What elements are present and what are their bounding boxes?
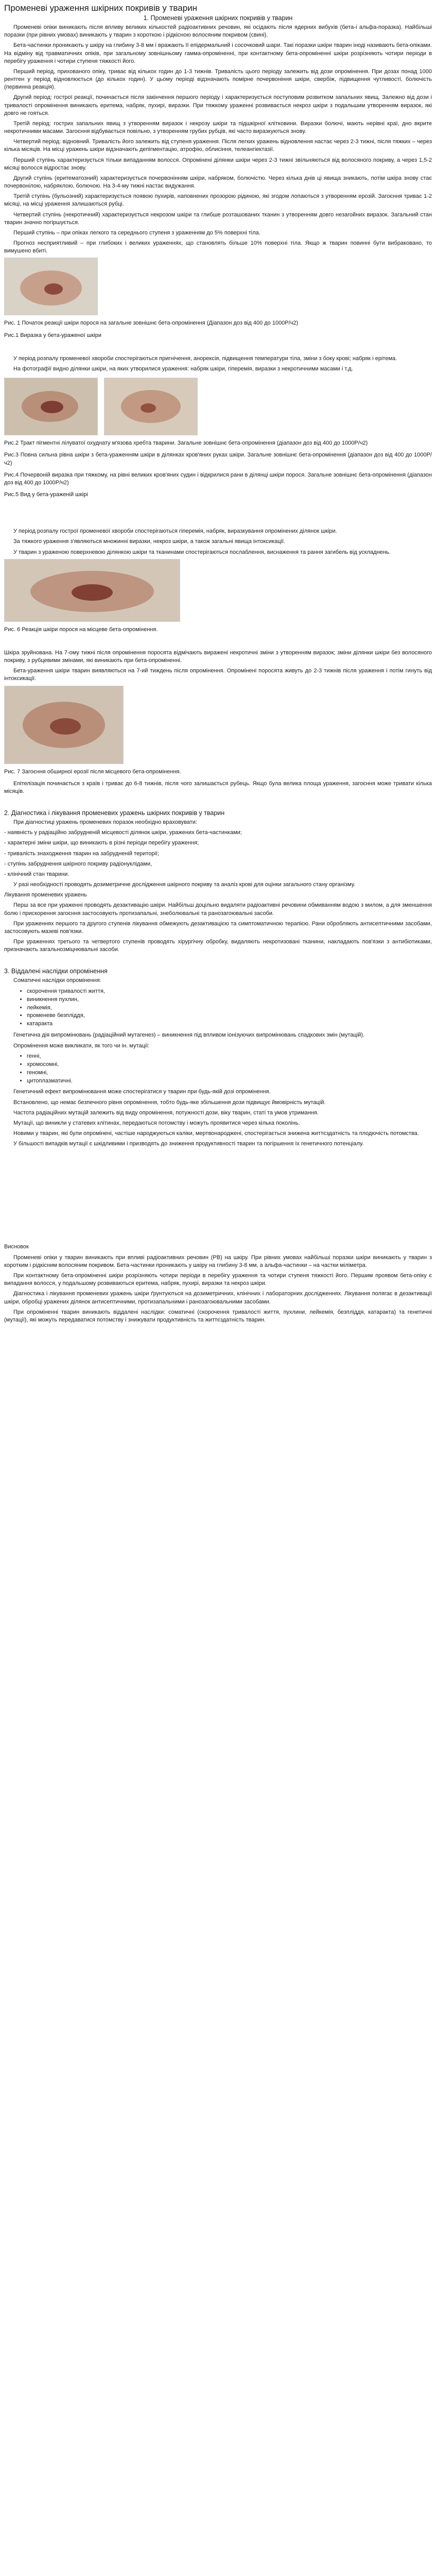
section-heading-3: 3. Віддалені наслідки опромінення (4, 968, 108, 975)
paragraph: Новими у тварин, які були опромінені, частіше народжуються каліки, мертвонароджені, спостерігається знижена життєздатність та плодючість потомства. (13, 1130, 419, 1137)
list-item: • скорочення тривалості життя, (27, 988, 432, 996)
list-item: • лейкемія, (27, 1004, 432, 1012)
paragraph: У разі необхідності проводять дозиметричне дослідження шкірного покриву та аналіз крові для оцінки загального стану організму. (13, 882, 356, 888)
paragraph: На фотографії видно ділянки шкіри, на яких утворилися ураження: набряк шкіри, гіперемія, виразки з некротичними масами і т.д. (13, 365, 353, 372)
paragraph: Діагностика і лікування променевих уражень шкіри ґрунтуються на дозиметричних, клінічних і лабораторних дослідженнях. Лікування полягає в дезактивації шкіри, обробці уражених ділянок антисептичними, протизапальними і ранозагоювальними засобами. (4, 1291, 432, 1305)
paragraph: У період розпалу променевої хвороби спостерігаються пригнічення, анорексія, підвищення температури тіла, зміни з боку крові; набряк і ерітема. (13, 355, 397, 362)
figure-row (4, 376, 432, 439)
photo-placeholder (5, 378, 97, 435)
figure-image (4, 686, 124, 764)
paragraph: - наявність у радіаційно забрудненій місцевості ділянок шкіри, уражених бета-частинками; (4, 829, 242, 836)
bullet-list (4, 1053, 432, 1086)
paragraph: Четвертий ступінь (некротичний) характеризується некрозом шкіри та глибше розташованих тканин з утворенням довго незагойних виразок. Загальний стан тварин значно погіршується. (4, 211, 432, 226)
paragraph: Перший період, прихованого опіку, триває від кількох годин до 1-3 тижнів. Тривалість цього періоду залежить від дози опромінення. При дозах понад 1000 рентген у період відновлюється (до кількох годин). У цьому періоді відзначають помірне почервоніння шкіри, свербіж, підвищення чутливості, болючість (первинна реакція). (4, 68, 432, 91)
figure-image (4, 258, 98, 315)
paragraph: - тривалість знаходження тварин на забрудненій території; (4, 850, 160, 857)
list-item: • катаракта (27, 1020, 432, 1028)
paragraph: Мутації, що виникли у статевих клітинах, передаються потомству і можуть проявитися через кілька поколінь. (13, 1120, 300, 1126)
section-heading-2: 2. Діагностика і лікування променевих уражень шкірних покривів у тварин (4, 809, 225, 817)
paragraph: При ураженнях третього та четвертого ступенів проводять хірургічну обробку, видаляють некротизовані тканини, накладають пов'язки з антибіотиками, призначають загальнозміцнювальні засоби. (4, 939, 432, 953)
paragraph: Генетичний ефект випромінювання може спостерігатися у тварин при будь-якій дозі опромінення. (13, 1089, 271, 1095)
figure-caption: Рис.2 Тракт пігментні лілуватої охуднату м'язова хребта тварини. Загальне зовнішнє бета-опромінення (діапазон доз від 400 до 1000Р/ч2) (4, 440, 368, 447)
paragraph: При опроміненні тварин виникають віддалені наслідки: соматичні (скорочення тривалості життя, пухлини, лейкемія, безпліддя, катаракта) та генетичні (мутації), які можуть передаватися потомству і знижувати продуктивність та життєздатність тварин. (4, 1309, 432, 1323)
paragraph: Бета-частинки проникають у шкіру на глибину 3-8 мм і вражають її епідермальний і сосочковий шари. Такі поразки шкіри тварин іноді називають бета-опіками. На відміну від травматичних опіків, при загальному зовнішньому гамма-опроміненні, при контактному бета-опроміненні шкіри розрізняють чотири періоди в перебігу ураження і чотири ступеня тяжкості його. (4, 42, 432, 64)
paragraph: - характерні зміни шкіри, що виникають в різні періоди перебігу ураження; (4, 840, 199, 846)
paragraph: Опромінення може викликати, як того чи ін. мутації: (13, 1042, 150, 1049)
figure-caption: Рис. 1 Початок реакції шкіри порося на загальне зовнішнє бета-опромінення (Діапазон доз від 400 до 1000Р/ч2) (4, 320, 299, 327)
figure-caption: Рис.3 Повна сильна рівна шкіри з бета-ураженням шкіри в ділянках кров'яних руках шкіри. Загальне зовнішнє бета-опромінення (діапазон доз від 400 до 1000Р/ч2) (4, 452, 432, 466)
paragraph: Третій ступінь (бульозний) характеризується появою пухирів, наповнених прозорою рідиною, які згодом лопаються з утворенням ерозій. Загоєння триває 1-2 місяці, на місці ураження залишаються рубці. (4, 193, 432, 208)
paragraph: Перш за все при ураженні проводять дезактивацію шкіри. Найбільш доцільно видаляти радіоактивні речовини обмиванням водою з милом, а для зменшення болю і прискорення загоєння застосовують протизапальні, знеболювальні та ранозагоювальні засоби. (4, 902, 432, 917)
paragraph: Соматичні наслідки опромінення: (13, 977, 101, 984)
paragraph: Частота радіаційних мутацій залежить від виду опромінення, потужності дози, віку тварин, статі та умов утримання. (13, 1109, 319, 1116)
paragraph: Генетична дія випромінювань (радіаційний мутагенез) – виникнення під впливом іонізуючих випромінювань спадкових змін (мутацій). (13, 1032, 365, 1039)
section-heading-1: 1. Променеві ураження шкірних покривів у тварин (143, 14, 293, 22)
paragraph: За тяжкого ураження з'являються множинні виразки, некроз шкіри, а також загальні явища інтоксикації. (13, 538, 286, 545)
paragraph: Шкіра зруйнована. На 7-ому тижні після опромінення поросята відмічають виражені некротичні зміни з утворенням виразок; зміни ділянки шкіри без волосяного покриву, з рубцевими змінами, які виникають при бета-опроміненні. (4, 649, 432, 664)
photo-placeholder (5, 258, 97, 315)
paragraph: - ступінь забруднення шкірного покриву радіонуклідами, (4, 860, 152, 867)
paragraph: Встановлено, що немає безпечного рівня опромінення, тобто будь-яке збільшення дози підвищує ймовірність мутацій. (13, 1099, 326, 1106)
paragraph: Другий період: гострої реакції, починається після закінчення першого періоду і характеризується поступовим розвитком запальних явищ. Залежно від дози і тривалості опромінення виникають еритема, набряк, пухирі, виразки. При тяжкому ураженні розвивається некроз шкіри з подальшим утворенням виразок, які довго не гояться. (4, 94, 432, 116)
paragraph: Бета-ураження шкіри тварин виявляються на 7-ий тиждень після опромінення. Опромінені поросята живуть до 2-3 тижнів після ураження і потім гинуть від інтоксикації. (4, 668, 432, 682)
list-item: • променеве безпліддя, (27, 1012, 432, 1020)
paragraph: У тварин з ураженою поверхневою ділянкою шкіри та тканинами спостерігаються послаблення, виснаження та рання загибель від ускладнень. (13, 549, 391, 555)
photo-placeholder (104, 378, 197, 435)
list-item: • хромосомні, (27, 1061, 432, 1069)
paragraph: Перший ступінь характеризується тільки випаданням волосся. Опромінені ділянки шкіри через 2-3 тижні звільняються від волосяного покриву, а через 1,5-2 місяці волосся відростає знову. (4, 157, 432, 171)
figure-caption: Рис. 7 Загоєння обширної ерозії після місцевого бета-опромінення. (4, 768, 181, 775)
figure-image (104, 378, 198, 435)
subheading: Лікування променевих уражень (4, 892, 87, 899)
list-item: • генні, (27, 1053, 432, 1061)
paragraph: Другий ступінь (еритематозний) характеризується почервонінням шкіри, набряком, болючістю. Через кілька днів ці явища зникають, потім шкіра знову стає почервонілою, набряклою, болючою. На 3-4-му тижні настає видужання. (4, 175, 432, 190)
figure-caption: Рис.4 Почервоній виразка при тяжкому, на рівні великих кров'яних судин і відкрилися рани в ділянці шкіри порося. Загальне зовнішнє бета-опромінення (діапазон доз від 400 до 1000Р/ч2) (4, 471, 432, 486)
paragraph: Перший ступінь – при опіках легкого та середнього ступеня з ураженням до 5% поверхні тіла. (13, 229, 260, 236)
figure-image (4, 378, 98, 435)
paragraph: При ураженнях першого та другого ступенів лікування обмежують дезактивацією та симптоматичною терапією. Рани обробляють антисептичними засобами, застосовують мазеві пов'язки. (4, 920, 432, 935)
paragraph: Третій період: гострих запальних явищ з утворенням виразок і некрозу шкіри та підшкірної клітковини. Виразки болючі, мають нерівні краї, дно вкрите некротичними масами. Загоєння відбувається повільно, з утворенням грубих рубців, які часто виразкуються знову. (4, 120, 432, 135)
list-item: • геномні, (27, 1069, 432, 1077)
paragraph: - клінічний стан тварини. (4, 871, 69, 877)
conclusion-heading: Висновок (4, 1244, 29, 1250)
photo-placeholder (5, 560, 180, 621)
paragraph: При контактному бета-опроміненні шкіри розрізняють чотири періоди в перебігу ураження та чотири ступеня тяжкості його. Першим проявом бета-опіку є випадання волосся, у подальшому розвиваються еритема, набряк, пухирі, виразки та некроз шкіри. (4, 1272, 432, 1287)
paragraph: У період розпалу гострої променевої хвороби спостерігаються гіперемія, набряк, виразкування опромінених ділянок шкіри. (13, 528, 337, 535)
figure-image (4, 559, 180, 622)
paragraph: У більшості випадків мутації є шкідливими і призводять до зниження продуктивності тварин та погіршення їх генетичного потенціалу. (13, 1141, 364, 1147)
paragraph: Променеві опіки виникають після впливу великих кількостей радіоактивних речовин, які осідають після ядерних вибухів (бета-і альфа-поразка). Найбільші поразки (при рівних умовах) виникають у тварин з короткою і рідкісною волосяним покривом (свині). (4, 24, 432, 39)
page-title: Променеві ураження шкірних покривів у тварин (4, 3, 198, 13)
figure-caption: Рис.1 Виразка у бета-ураженої шкіри (4, 332, 101, 338)
paragraph: Променеві опіки у тварин виникають при впливі радіоактивних речовин (РВ) на шкіру. При рівних умовах найбільші поразки шкіри виникають у тварин з коротким і рідкісним волосяним покривом. Бета-частинки проникають у шкіру на глибину 3-8 мм, а альфа-частинки – на частки міліметра. (4, 1254, 432, 1268)
photo-placeholder (5, 686, 123, 764)
list-item: • цитоплазматичні. (27, 1077, 432, 1086)
bullet-list (4, 988, 432, 1029)
list-item: • виникнення пухлин, (27, 996, 432, 1004)
paragraph: Прогноз несприятливий – при глибоких і великих ураженнях, що становлять більше 10% поверхні тіла. Якщо ж тварин повинні бути вибраковано, то вимушено вбиті. (4, 240, 432, 255)
figure-caption: Рис. 6 Реакція шкіри порося на місцеве бета-опромінення. (4, 626, 158, 633)
paragraph: Четвертий період: відновний. Тривалість його залежить від ступеня ураження. Після легких уражень відновлення настає через 2-3 тижні, після тяжких – через кілька місяців. На місці уражень шкіри відзначають депігментацію, атрофію, облисіння, телеангіектазії. (4, 139, 432, 153)
figure-caption: Рис.5 Вид у бета-ураженій шкірі (4, 492, 88, 498)
paragraph: Епітелізація починається з країв і триває до 6-8 тижнів, після чого залишається рубець. Якщо була велика площа ураження, загоєння може тривати кілька місяців. (4, 780, 432, 794)
paragraph: При діагностиці уражень променевих поразок необхідно враховувати: (13, 819, 197, 826)
